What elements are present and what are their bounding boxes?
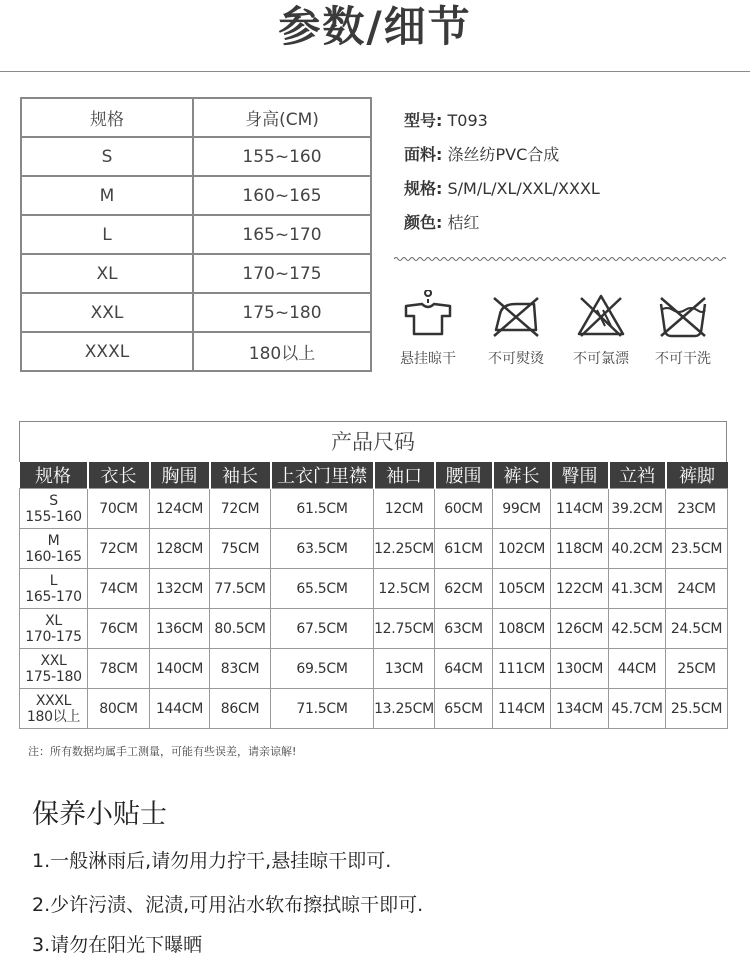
size-height-table: [20, 97, 372, 372]
measurement-cell: 70CM: [88, 489, 150, 529]
height-cell: 175~180: [193, 293, 371, 332]
product-table: [19, 462, 728, 729]
measurement-cell: 72CM: [88, 529, 150, 569]
size-label: XXL: [40, 652, 67, 669]
care-item: [643, 290, 723, 368]
size-label: L: [49, 572, 58, 589]
spec-sizes: [404, 176, 600, 210]
wavy-divider: [394, 256, 728, 262]
size-cell: S: [21, 137, 193, 176]
measurement-cell: 63CM: [435, 609, 493, 649]
measurement-cell: 124CM: [150, 489, 210, 529]
measurement-cell: 12CM: [374, 489, 435, 529]
care-label: 不可干洗: [655, 351, 711, 367]
measurement-cell: 99CM: [493, 489, 551, 529]
header-cell: 腰围: [435, 462, 493, 489]
care-tip: 2.少许污渍、泥渍,可用沾水软布擦拭晾干即可.: [32, 894, 424, 916]
size-cell: [20, 529, 88, 569]
measurement-cell: 83CM: [210, 649, 271, 689]
title-divider: [0, 71, 750, 72]
no-bleach-icon: [573, 290, 629, 342]
measurement-cell: 77.5CM: [210, 569, 271, 609]
measurement-cell: 23.5CM: [666, 529, 728, 569]
measurement-cell: 128CM: [150, 529, 210, 569]
measurement-cell: 132CM: [150, 569, 210, 609]
measurement-cell: 62CM: [435, 569, 493, 609]
header-cell: 臀围: [551, 462, 609, 489]
spec-value: 桔红: [447, 213, 480, 232]
size-cell: [20, 489, 88, 529]
measurement-cell: 102CM: [493, 529, 551, 569]
header-cell: 立裆: [609, 462, 666, 489]
measurement-cell: 23CM: [666, 489, 728, 529]
size-cell: [20, 609, 88, 649]
measurement-cell: 61CM: [435, 529, 493, 569]
table-row: [21, 176, 371, 215]
table-row: [21, 137, 371, 176]
header-cell: 规格: [20, 462, 88, 489]
table-header-row: [21, 98, 371, 137]
height-range: 155-160: [25, 508, 82, 525]
measurement-cell: 108CM: [493, 609, 551, 649]
measurement-cell: 25.5CM: [666, 689, 728, 729]
height-cell: 160~165: [193, 176, 371, 215]
measurement-cell: 13CM: [374, 649, 435, 689]
no-dryclean-icon: [655, 290, 711, 342]
size-cell: XXXL: [21, 332, 193, 371]
no-iron-icon: [488, 290, 544, 342]
spec-color: [404, 210, 600, 244]
measurement-cell: 41.3CM: [609, 569, 666, 609]
care-tip: 1.一般淋雨后,请勿用力拧干,悬挂晾干即可.: [32, 850, 392, 872]
measurement-cell: 144CM: [150, 689, 210, 729]
header-cell: 裤脚: [666, 462, 728, 489]
table-row: [21, 332, 371, 371]
measurement-note: 注：所有数据均属手工测量，可能有些误差，请亲谅解!: [28, 745, 297, 758]
measurement-cell: 118CM: [551, 529, 609, 569]
measurement-cell: 13.25CM: [374, 689, 435, 729]
measurement-cell: 140CM: [150, 649, 210, 689]
header-cell: 袖长: [210, 462, 271, 489]
measurement-cell: 80CM: [88, 689, 150, 729]
size-cell: [20, 569, 88, 609]
measurement-cell: 69.5CM: [271, 649, 374, 689]
table-row: [21, 215, 371, 254]
measurement-cell: 105CM: [493, 569, 551, 609]
height-cell: 155~160: [193, 137, 371, 176]
height-cell: 180以上: [193, 332, 371, 371]
measurement-cell: 45.7CM: [609, 689, 666, 729]
height-range: 160-165: [25, 548, 82, 565]
measurement-cell: 40.2CM: [609, 529, 666, 569]
table-row: [20, 609, 728, 649]
height-range: 170-175: [25, 628, 82, 645]
measurement-cell: 24.5CM: [666, 609, 728, 649]
care-item: [388, 290, 468, 368]
table-row: [21, 293, 371, 332]
height-range: 180以上: [26, 708, 81, 725]
spec-fabric: [404, 142, 600, 176]
spec-value: 涤丝纺PVC合成: [447, 145, 560, 164]
size-label: XXXL: [35, 692, 72, 709]
spec-label: 型号:: [404, 111, 443, 130]
hang-dry-icon: [400, 290, 456, 342]
care-label: 不可氯漂: [573, 351, 629, 367]
care-item: [476, 290, 556, 368]
measurement-cell: 126CM: [551, 609, 609, 649]
page-title: 参数/细节: [278, 2, 472, 51]
measurement-cell: 74CM: [88, 569, 150, 609]
measurement-cell: 12.25CM: [374, 529, 435, 569]
header-cell: 袖口: [374, 462, 435, 489]
care-label: 不可熨烫: [488, 351, 544, 367]
spec-label: 颜色:: [404, 213, 443, 232]
size-cell: [20, 649, 88, 689]
measurement-cell: 42.5CM: [609, 609, 666, 649]
product-table-title: 产品尺码: [19, 421, 727, 462]
measurement-cell: 25CM: [666, 649, 728, 689]
spec-list: [404, 108, 600, 244]
measurement-cell: 136CM: [150, 609, 210, 649]
measurement-cell: 39.2CM: [609, 489, 666, 529]
measurement-cell: 86CM: [210, 689, 271, 729]
header-cell: 裤长: [493, 462, 551, 489]
measurement-cell: 12.5CM: [374, 569, 435, 609]
care-symbols: [388, 290, 728, 380]
measurement-cell: 12.75CM: [374, 609, 435, 649]
header-cell: 上衣门里襟: [271, 462, 374, 489]
table-header-row: [20, 462, 728, 489]
size-label: S: [49, 492, 58, 509]
spec-label: 规格:: [404, 179, 443, 198]
spec-label: 面料:: [404, 145, 443, 164]
table-row: [20, 529, 728, 569]
measurement-cell: 130CM: [551, 649, 609, 689]
size-cell: [20, 689, 88, 729]
measurement-cell: 114CM: [493, 689, 551, 729]
measurement-cell: 24CM: [666, 569, 728, 609]
spec-model: [404, 108, 600, 142]
measurement-cell: 75CM: [210, 529, 271, 569]
table-row: [21, 254, 371, 293]
measurement-cell: 72CM: [210, 489, 271, 529]
size-cell: XXL: [21, 293, 193, 332]
table-row: [20, 569, 728, 609]
measurement-cell: 80.5CM: [210, 609, 271, 649]
measurement-cell: 65CM: [435, 689, 493, 729]
measurement-cell: 122CM: [551, 569, 609, 609]
care-label: 悬挂晾干: [400, 351, 456, 367]
header-cell: 规格: [21, 98, 193, 137]
header-cell: 身高(CM): [193, 98, 371, 137]
spec-value: S/M/L/XL/XXL/XXXL: [447, 179, 600, 198]
product-table-body: [20, 489, 728, 729]
size-label: M: [47, 532, 60, 549]
spec-value: T093: [447, 111, 488, 130]
measurement-cell: 134CM: [551, 689, 609, 729]
size-cell: XL: [21, 254, 193, 293]
height-range: 165-170: [25, 588, 82, 605]
size-cell: M: [21, 176, 193, 215]
height-cell: 170~175: [193, 254, 371, 293]
measurement-cell: 44CM: [609, 649, 666, 689]
measurement-cell: 67.5CM: [271, 609, 374, 649]
header-cell: 胸围: [150, 462, 210, 489]
table-row: [20, 689, 728, 729]
measurement-cell: 60CM: [435, 489, 493, 529]
care-tip: 3.请勿在阳光下曝晒: [32, 934, 203, 956]
measurement-cell: 65.5CM: [271, 569, 374, 609]
measurement-cell: 78CM: [88, 649, 150, 689]
table-row: [20, 649, 728, 689]
header-cell: 衣长: [88, 462, 150, 489]
measurement-cell: 71.5CM: [271, 689, 374, 729]
measurement-cell: 64CM: [435, 649, 493, 689]
care-item: [561, 290, 641, 368]
product-size-table: [19, 421, 727, 729]
measurement-cell: 114CM: [551, 489, 609, 529]
size-cell: L: [21, 215, 193, 254]
measurement-cell: 111CM: [493, 649, 551, 689]
measurement-cell: 61.5CM: [271, 489, 374, 529]
measurement-cell: 63.5CM: [271, 529, 374, 569]
size-label: XL: [45, 612, 62, 629]
height-cell: 165~170: [193, 215, 371, 254]
height-range: 175-180: [25, 668, 82, 685]
table-row: [20, 489, 728, 529]
care-tips-title: 保养小贴士: [32, 799, 167, 830]
measurement-cell: 76CM: [88, 609, 150, 649]
